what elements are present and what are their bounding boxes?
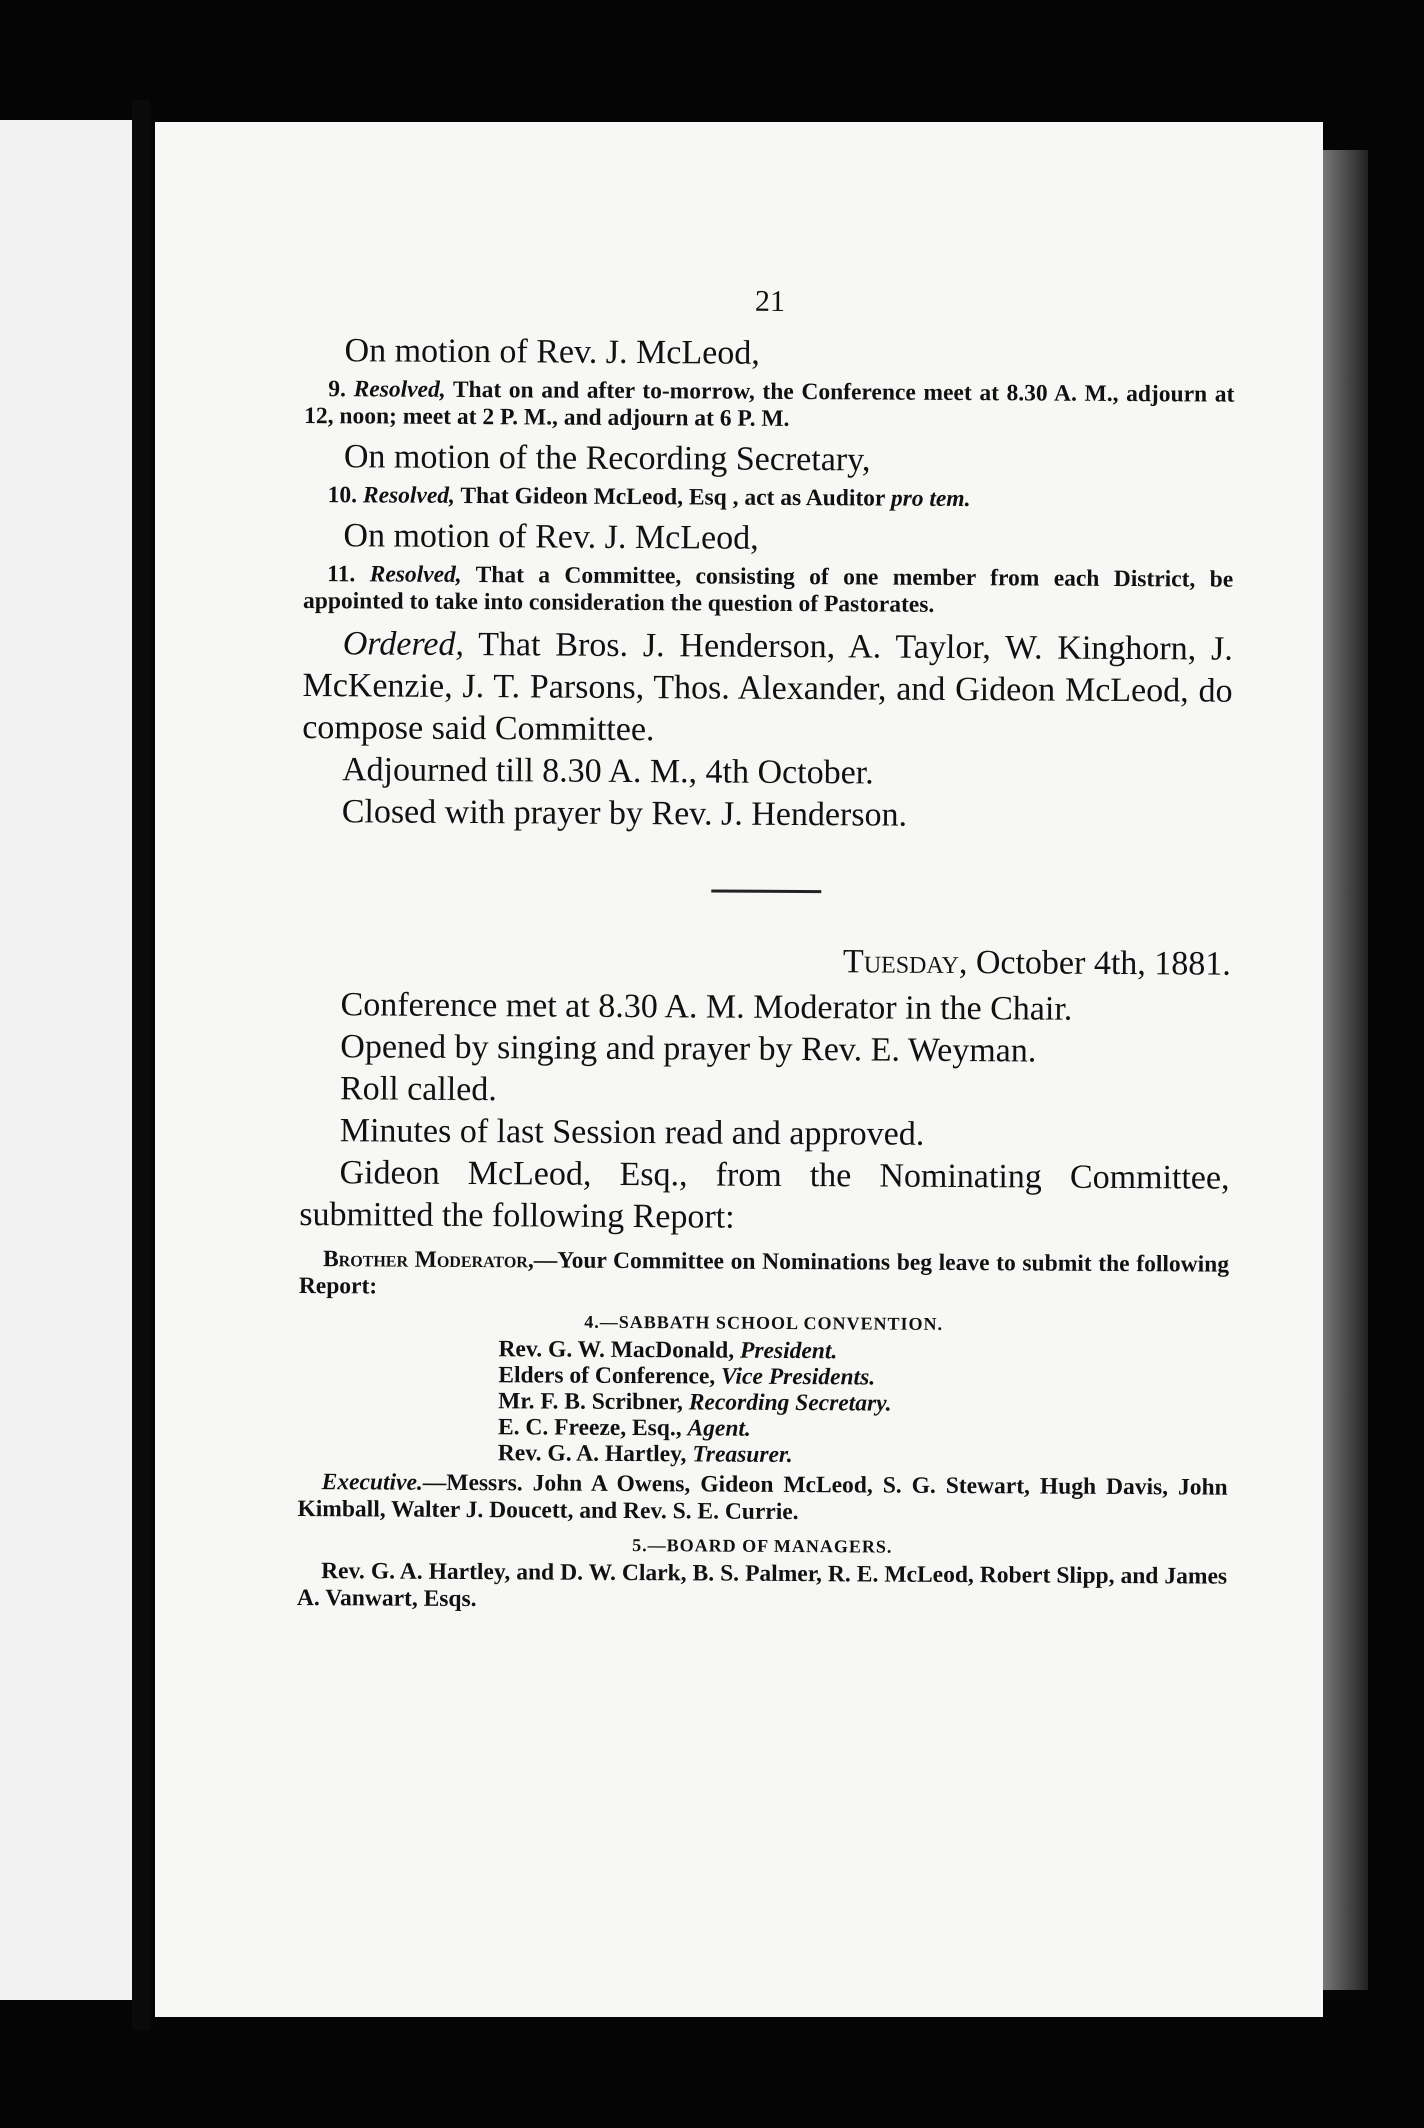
executive-paragraph: Executive.—Messrs. John A Owens, Gideon McLeod, S. G. Stewart, Hugh Davis, John Kimball, Walter J. Doucett, and Rev. S. E. Currie. xyxy=(297,1469,1228,1526)
motion-line: On motion of Rev. J. McLeod, xyxy=(343,517,759,557)
report-intro: Gideon McLeod, Esq., from the Nominating Committee, submitted the following Report: xyxy=(299,1154,1230,1236)
resolved-label: Resolved, xyxy=(353,376,446,403)
book-spine xyxy=(132,100,150,2030)
adjourned-line: Adjourned till 8.30 A. M., 4th October. xyxy=(341,751,874,792)
resolution-9: 9. Resolved, That on and after to-morrow, the Conference meet at 8.30 A. M., adjourn at 12, noon; meet at 2 P. M., and adjourn at 6 P. M. xyxy=(304,376,1235,432)
section-heading-board-of-managers: 5.—BOARD OF MANAGERS. xyxy=(632,1535,893,1557)
closed-line: Closed with prayer by Rev. J. Henderson. xyxy=(341,793,908,834)
section-divider xyxy=(711,889,821,893)
page-edge-shadow xyxy=(1323,150,1368,1990)
facing-page-edge xyxy=(0,120,140,2000)
motion-line: On motion of Rev. J. McLeod, xyxy=(344,332,760,372)
officer-entry: Mr. F. B. Scribner, Recording Secretary. xyxy=(498,1388,892,1417)
session-date: Tuesday, October 4th, 1881. xyxy=(842,943,1231,983)
officer-entry: Rev. G. W. MacDonald, President. xyxy=(498,1336,838,1365)
motion-line: On motion of the Recording Secretary, xyxy=(343,438,871,479)
officer-list xyxy=(498,1336,1229,1470)
page-content xyxy=(297,282,1235,1624)
resolution-10: 10. Resolved, That Gideon McLeod, Esq , act as Auditor pro tem. xyxy=(327,482,971,513)
session-line: Minutes of last Session read and approved. xyxy=(339,1112,925,1153)
book-page xyxy=(155,122,1323,2017)
resolved-label: Resolved, xyxy=(369,561,462,588)
ordered-paragraph: Ordered, That Bros. J. Henderson, A. Taylor, W. Kinghorn, J. McKenzie, J. T. Parsons, Thos. Alexander, and Gideon McLeod, do compose said Committee. xyxy=(302,625,1233,749)
officer-entry: Elders of Conference, Vice Presidents. xyxy=(498,1362,876,1391)
report-address: Brother Moderator,—Your Committee on Nominations beg leave to submit the following Report: xyxy=(298,1246,1230,1300)
officer-entry: E. C. Freeze, Esq., Agent. xyxy=(497,1414,751,1442)
section-heading-sabbath-school: 4.—SABBATH SCHOOL CONVENTION. xyxy=(584,1311,944,1334)
resolution-11: 11. Resolved, That a Committee, consisting of one member from each District, be appointed to take into consideration the question of Pastorates. xyxy=(302,561,1234,618)
resolved-label: Resolved, xyxy=(362,482,456,509)
session-line: Conference met at 8.30 A. M. Moderator in the Chair. xyxy=(340,986,1073,1028)
session-line: Opened by singing and prayer by Rev. E. Weyman. xyxy=(340,1028,1037,1070)
page-number: 21 xyxy=(754,284,785,318)
managers-paragraph: Rev. G. A. Hartley, and D. W. Clark, B. S. Palmer, R. E. McLeod, Robert Slipp, and James A. Vanwart, Esqs. xyxy=(296,1558,1228,1613)
session-line: Roll called. xyxy=(339,1070,497,1109)
officer-entry: Rev. G. A. Hartley, Treasurer. xyxy=(497,1440,793,1469)
ordered-label: Ordered, xyxy=(342,625,465,663)
